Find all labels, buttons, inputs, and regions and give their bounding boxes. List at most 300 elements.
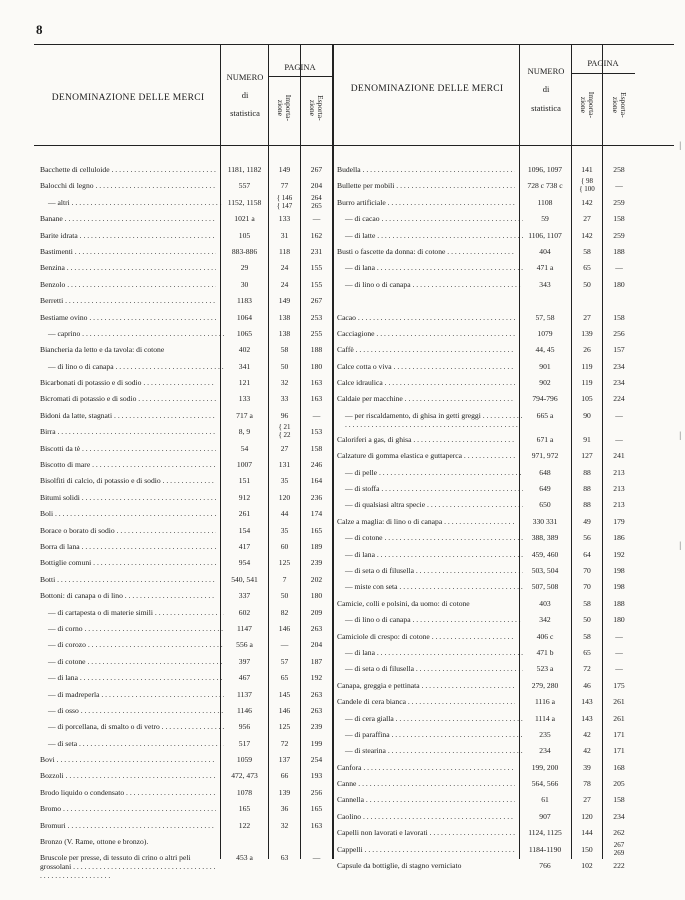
numero-statistica: 44, 45 [535,345,555,355]
table-row [40,441,330,457]
pagina-esportazione: 174 [310,509,323,519]
numero-statistica: 1181, 1182 [227,165,262,174]
table-row [40,719,330,735]
pagina-importazione: 63 [280,853,289,863]
table-row [337,326,637,342]
pagina-esportazione: — [615,434,623,444]
pagina-importazione: 32 [280,378,289,388]
pagina-esportazione: 236 [310,492,323,502]
pagina-esportazione: 204 [310,640,323,650]
pagina-esportazione: 261 [613,713,625,723]
table-row [40,523,330,539]
table-row [337,776,637,792]
merce-name: — di cotone . . . [337,533,523,542]
merce-name: Cannella . . . [337,795,515,804]
pagina-importazione: 60 [280,541,289,551]
numero-statistica: 154 [238,525,251,535]
numero-statistica: 507, 508 [531,582,559,592]
table-row [337,162,637,178]
numero-statistica: 121 [238,378,251,388]
pagina-esportazione: 188 [310,345,323,355]
header-title-right: DENOMINAZIONE DELLE MERCI [350,84,504,94]
pagina-importazione: 149 [278,165,291,174]
pagina-importazione: 57 [280,656,289,666]
table-row [337,244,637,260]
pagina-esportazione: 158 [613,795,625,805]
numero-statistica: 337 [238,591,251,601]
numero-statistica: 471 a [536,263,554,273]
pagina-esportazione: 263 [310,705,323,715]
pagina-esportazione: 171 [613,729,625,739]
merce-name: Bicarbonati di potassio e di sodio . . . [40,378,216,387]
merce-name: Cappelli . . . [337,845,515,854]
numero-statistica: 165 [238,804,251,814]
pagina-esportazione: 234 [613,361,625,371]
numero-statistica: 648 [539,467,551,477]
merce-name: Botti . . . [40,575,216,584]
pagina-importazione: 33 [280,394,289,404]
numero-statistica: 794-796 [532,394,558,404]
merce-name: — di lana . . . [337,648,523,657]
merce-name: — di cera gialla . . . [337,714,523,723]
merce-name: Biancheria da letto e da tavola: di cotone [40,345,165,355]
table-row [40,736,330,752]
merce-name: — di latte . . . [337,231,523,240]
pagina-importazione: 27 [583,312,591,322]
pagina-importazione: 31 [280,230,289,240]
table-row [337,563,637,579]
table-row [337,514,637,530]
pagina-esportazione: — [312,410,321,420]
table-row [337,211,637,227]
merce-name: Borace o borato di sodio . . . [40,526,216,535]
merce-name: — di stearina . . . [337,746,523,755]
pagina-esportazione: 198 [613,565,625,575]
numero-statistica: 1079 [537,328,553,338]
numero-statistica: 404 [539,246,551,256]
merce-name: — di seta o di filusella . . . [337,566,523,575]
pagina-esportazione: — [312,214,321,224]
pagina-esportazione: 267 [310,165,323,174]
table-row [337,448,637,464]
pagina-esportazione: 188 [613,246,625,256]
merce-name: — per riscaldamento, di ghisa in getti greggi . . . [337,411,523,429]
numero-statistica: 30 [240,279,249,289]
pagina-esportazione: 253 [310,312,323,322]
table-row [337,228,637,244]
pagina-esportazione: 158 [613,214,625,224]
merce-name: — di lana . . . [337,550,523,559]
merce-name: — di lino o di canapa . . . [337,615,523,624]
merce-name: — di cacao . . . [337,214,523,223]
merce-name: Calze a maglia: di lino o di canapa . . . [337,517,515,526]
numero-statistica: 1064 [236,312,253,322]
merce-name: — di cartapesta o di materie simili . . . [40,608,224,617]
pagina-esportazione: 254 [310,755,323,765]
numero-statistica: 907 [539,811,551,821]
merce-name: Bastimenti . . . [40,247,216,256]
header-importazione-right: Importa- zione [579,91,596,118]
merce-name: Benzolo . . . [40,280,216,289]
merce-name: Bitumi solidi . . . [40,493,216,502]
pagina-esportazione: 199 [310,738,323,748]
merce-name: Berretti . . . [40,296,216,305]
table-row [337,727,637,743]
pagina-importazione: 78 [583,779,591,789]
pagina-esportazione: 213 [613,500,625,510]
pagina-importazione: 32 [280,820,289,830]
merce-name: Balocchi di legno . . . [40,181,216,190]
pagina-importazione: 27 [583,214,591,224]
table-row [40,588,330,604]
pagina-importazione: 133 [278,214,291,224]
table-row [40,293,330,309]
pagina-importazione: 72 [583,664,591,674]
pagina-esportazione: 179 [613,516,625,526]
left-column-entries [40,162,330,874]
pagina-esportazione: 267 [310,296,323,306]
pagina-rule-right [571,73,635,74]
header-numero-right: NUMERO [527,66,565,76]
merce-name: Benzina . . . [40,263,216,272]
pagina-esportazione: 186 [613,533,625,543]
pagina-esportazione: 153 [310,427,323,437]
merce-name: — di lino o di canapa . . . [337,280,523,289]
numero-statistica: 1096, 1097 [527,165,563,174]
pagina-esportazione: 155 [310,279,323,289]
table-row [40,654,330,670]
table-row [40,850,330,874]
merce-name: Caffè . . . [337,345,515,354]
table-row [337,375,637,391]
numero-statistica: 459, 460 [531,549,559,559]
numero-statistica: 341 [238,361,251,371]
pagina-esportazione: 255 [310,328,323,338]
table-row [337,612,637,628]
pagina-importazione: { 21 { 22 [278,423,291,440]
numero-statistica: 388, 389 [531,533,559,543]
merce-name: Bicromati di potassio e di sodio . . . [40,394,216,403]
pagina-esportazione: — [615,410,623,420]
numero-statistica: 467 [238,673,251,683]
table-row [337,481,637,497]
table-row [40,260,330,276]
numero-statistica: 1106, 1107 [528,230,562,240]
table-row [337,195,637,211]
pagina-esportazione: 261 [613,697,625,707]
pagina-esportazione: 198 [613,582,625,592]
pagina-importazione: 72 [280,738,289,748]
pagina-importazione: 82 [280,607,289,617]
numero-statistica: 564, 566 [531,779,559,789]
table-row [337,825,637,841]
pagina-esportazione: 155 [310,263,323,273]
numero-statistica: 417 [238,541,251,551]
merce-name: Bottiglie comuni . . . [40,558,216,567]
merce-name: Biscotti da tè . . . [40,444,216,453]
merce-name: Bozzoli . . . [40,771,216,780]
table-row [40,326,330,342]
pagina-esportazione: 168 [613,762,625,772]
merce-name: Bottoni: di canapa o di lino . . . [40,591,216,600]
pagina-esportazione: 258 [613,165,625,174]
numero-statistica: 29 [240,263,249,273]
pagina-importazione: { 146 { 147 [276,193,293,210]
pagina-importazione: 139 [581,328,593,338]
pagina-esportazione: — [312,853,321,863]
table-row [337,547,637,563]
pagina-importazione: 120 [278,492,291,502]
table-row [40,162,330,178]
merce-name: Caolino . . . [337,812,515,821]
pagina-esportazione: 241 [613,451,625,461]
numero-statistica: 665 a [536,410,554,420]
pagina-esportazione: 209 [310,607,323,617]
table-row [40,687,330,703]
merce-name: — di lana . . . [337,263,523,272]
merce-name: Busti o fascette da donna: di cotone . . . [337,247,515,256]
numero-statistica: 279, 280 [531,680,559,690]
pagina-importazione: 77 [280,181,289,191]
numero-statistica: 105 [238,230,251,240]
merce-name: Brodo liquido o condensato . . . [40,788,216,797]
pagina-importazione: 65 [583,263,591,273]
header-pagina-right: PAGINA [587,58,619,68]
table-row [337,277,637,293]
pagina-importazione: 35 [280,525,289,535]
merce-name: — di seta . . . [40,739,224,748]
edge-mark: | [679,140,681,150]
numero-statistica: 1078 [236,787,253,797]
pagina-importazione: 49 [583,516,591,526]
pagina-esportazione: 180 [310,361,323,371]
table-row [40,506,330,522]
pagina-importazione: 27 [280,443,289,453]
pagina-importazione: 146 [278,623,291,633]
merce-name: Barite idrata . . . [40,231,216,240]
pagina-importazione: 58 [280,345,289,355]
merce-name: — di stoffa . . . [337,484,523,493]
pagina-esportazione: 192 [613,549,625,559]
table-row [337,497,637,513]
merce-name: Canne . . . [337,779,515,788]
pagina-importazione: 50 [280,591,289,601]
pagina-importazione: 50 [583,615,591,625]
numero-statistica: 235 [539,729,551,739]
numero-statistica: 912 [238,492,251,502]
numero-statistica: 602 [238,607,251,617]
table-row [337,391,637,407]
merce-name: Camiciole di crespo: di cotone . . . [337,632,515,641]
table-row [337,711,637,727]
merce-name: Caloriferi a gas, di ghisa . . . [337,435,515,444]
merce-name: — di qualsiasi altra specie . . . [337,500,523,509]
pagina-importazione: 143 [581,713,593,723]
header-rule [34,145,674,146]
numero-statistica: 1065 [236,328,253,338]
pagina-importazione: 119 [581,378,593,388]
pagina-importazione: 138 [278,328,291,338]
pagina-esportazione: 205 [613,779,625,789]
merce-name: Bromo . . . [40,804,216,813]
merce-name: Bidoni da latte, stagnati . . . [40,411,216,420]
pagina-esportazione: 192 [310,673,323,683]
edge-mark: | [679,430,681,440]
pagina-importazione: 27 [583,795,591,805]
header-pagina-left: PAGINA [284,62,316,72]
numero-statistica: 902 [539,378,551,388]
numero-statistica: 406 c [536,631,554,641]
pagina-esportazione: 162 [310,230,323,240]
numero-statistica: 397 [238,656,251,666]
merce-name: Capsule da bottiglie, di stagno verniciato [337,861,462,871]
pagina-importazione: 145 [278,689,291,699]
pagina-esportazione: 256 [310,787,323,797]
pagina-importazione: 36 [280,804,289,814]
pagina-importazione: 39 [583,762,591,772]
page-number: 8 [36,22,43,37]
pagina-importazione: 102 [581,861,593,871]
pagina-importazione: 139 [278,787,291,797]
pagina-importazione: 142 [581,197,593,207]
merce-name: Bruscole per presse, di tessuto di crino o altri peli grossolani . . . [40,853,216,880]
merce-name: — di lino o di canapa . . . [40,362,224,371]
table-row [40,408,330,424]
pagina-esportazione: — [615,631,623,641]
table-row [40,555,330,571]
pagina-importazione: 88 [583,500,591,510]
header-statistica-right: statistica [531,103,561,113]
pagina-esportazione: 263 [310,689,323,699]
table-row [40,703,330,719]
table-row [40,473,330,489]
pagina-importazione: 66 [280,771,289,781]
table-row [337,342,637,358]
pagina-esportazione: 180 [310,591,323,601]
pagina-importazione: 70 [583,582,591,592]
table-row [40,195,330,211]
merce-name: — di madreperla . . . [40,690,224,699]
merce-name: Canapa, greggia e pettinata . . . [337,681,515,690]
merce-name: Caldaie per macchine . . . [337,394,515,403]
pagina-importazione: 119 [581,361,593,371]
pagina-importazione: 46 [583,680,591,690]
numero-statistica: 523 a [536,664,554,674]
pagina-esportazione: 163 [310,378,323,388]
pagina-esportazione: 158 [613,312,625,322]
table-row [40,359,330,375]
table-row [337,408,637,432]
header-numero-left: NUMERO [226,72,264,82]
table-row [40,752,330,768]
pagina-esportazione: 165 [310,804,323,814]
pagina-importazione: 56 [583,533,591,543]
numero-statistica: 1183 [237,296,252,306]
header-statistica-left: statistica [230,108,260,118]
merce-name: Banane . . . [40,214,216,223]
pagina-importazione: 142 [581,230,593,240]
table-row [40,818,330,834]
numero-statistica: 901 [539,361,551,371]
pagina-importazione: 143 [581,697,593,707]
numero-statistica: 1108 [537,197,553,207]
pagina-importazione: 125 [278,722,291,732]
table-row [337,678,637,694]
pagina-importazione: 88 [583,467,591,477]
numero-statistica: 1021 a [234,214,255,224]
pagina-importazione: 90 [583,410,591,420]
table-row [337,465,637,481]
pagina-importazione: 35 [280,476,289,486]
merce-name: Cacao . . . [337,313,515,322]
numero-statistica: 151 [238,476,251,486]
numero-statistica: 1146 [237,705,252,715]
pagina-importazione: 24 [280,263,289,273]
numero-statistica: 1137 [237,689,252,699]
pagina-importazione: { 98 { 100 [579,177,595,194]
numero-statistica: 883-886 [231,246,258,256]
pagina-esportazione: 213 [613,484,625,494]
col-divider-middle [332,44,334,859]
numero-statistica: 517 [238,738,251,748]
pagina-esportazione: 180 [613,615,625,625]
pagina-importazione: 42 [583,746,591,756]
pagina-esportazione: 163 [310,394,323,404]
merce-name: Bronzo (V. Rame, ottone e bronzo). [40,837,149,847]
numero-statistica: 650 [539,500,551,510]
edge-mark: | [679,540,681,550]
pagina-esportazione: 259 [613,230,625,240]
pagina-esportazione: 204 [310,181,323,191]
table-row [40,621,330,637]
numero-statistica: 330 331 [532,516,558,526]
merce-name: — di cotone . . . [40,657,224,666]
pagina-esportazione: 163 [310,820,323,830]
pagina-esportazione: 189 [310,541,323,551]
table-row [40,310,330,326]
table-row [337,645,637,661]
merce-name: Capelli non lavorati e lavorati . . . [337,828,515,837]
pagina-esportazione: 263 [310,623,323,633]
merce-name: — di corno . . . [40,624,224,633]
pagina-esportazione: 262 [613,828,625,838]
table-row [40,572,330,588]
pagina-esportazione: 193 [310,771,323,781]
merce-name: Birra . . . [40,427,216,436]
header-esportazione-right: Esporta- zione [611,92,628,118]
merce-name: Calzature di gomma elastica e guttaperca . . . [337,451,515,460]
numero-statistica: 1007 [236,460,253,470]
table-row [337,858,637,874]
merce-name: Budella . . . [337,165,515,174]
right-column-entries [337,162,637,874]
pagina-esportazione: 175 [613,680,625,690]
pagina-esportazione: — [615,263,623,273]
table-row [337,694,637,710]
pagina-importazione: 105 [581,394,593,404]
table-row [40,605,330,621]
numero-statistica: 8, 9 [238,427,251,437]
numero-statistica: 1059 [236,755,253,765]
pagina-importazione: 50 [280,361,289,371]
pagina-importazione: 44 [280,509,289,519]
pagina-esportazione: 234 [613,811,625,821]
numero-statistica: 403 [539,598,551,608]
merce-name: — di porcellana, di smalto o di vetro . . . [40,722,224,731]
merce-name: Cacciagione . . . [337,329,515,338]
pagina-importazione: 65 [280,673,289,683]
merce-name: Bullette per mobili . . . [337,181,515,190]
